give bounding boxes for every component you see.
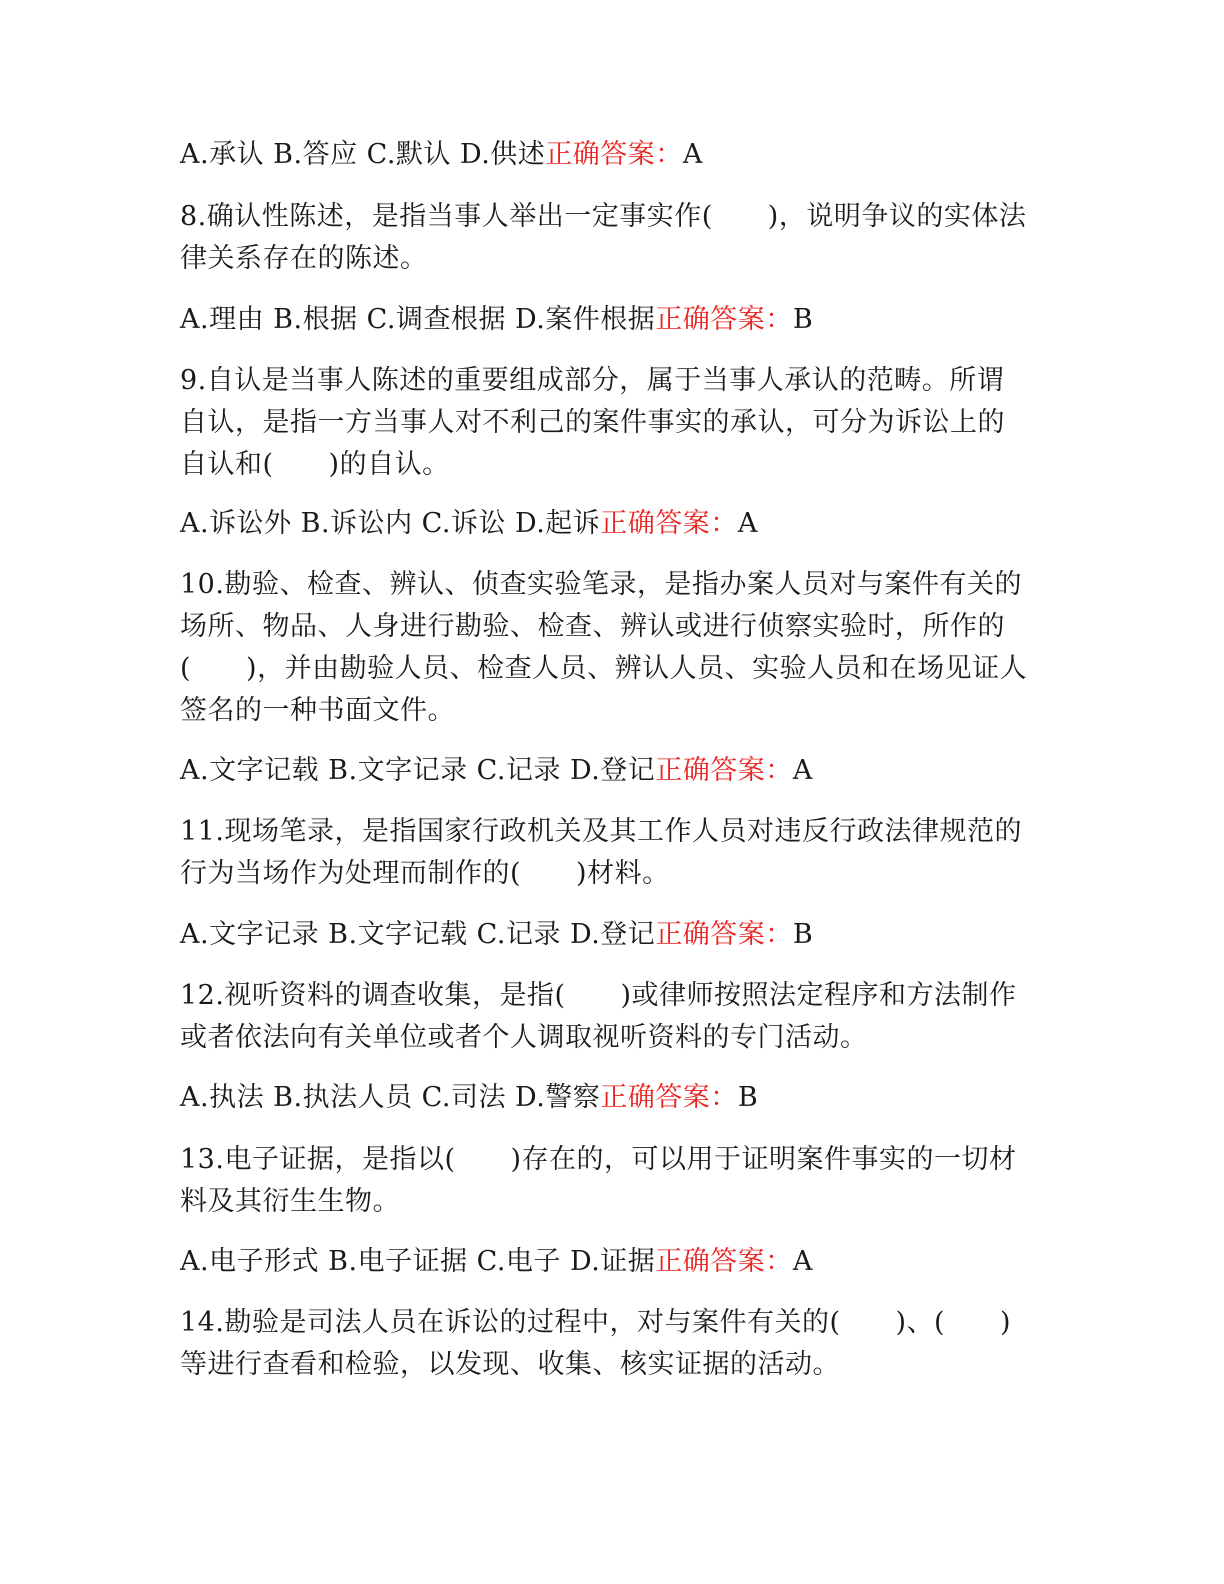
options-line (180, 750, 1030, 792)
answer-label: 正确答案： (655, 919, 793, 950)
question-text: 10.勘验、检查、辨认、侦查实验笔录，是指办案人员对与案件有关的场所、物品、人身进行勘验、检查、辨认或进行侦察实验时，所作的( )，并由勘验人员、检查人员、辨认人员、实验人员和在场见证人签名的一种书面文件。 (180, 569, 1028, 726)
answer-label: 正确答案： (600, 1082, 738, 1113)
answer-value: B (737, 1082, 759, 1113)
answer-value: A (792, 1246, 813, 1277)
answer-label: 正确答案： (655, 304, 793, 335)
options-text: A.诉讼外 B.诉讼内 C.诉讼 D.起诉 (180, 508, 601, 539)
question-text: 11.现场笔录，是指国家行政机关及其工作人员对违反行政法律规范的行为当场作为处理而制作的( )材料。 (180, 816, 1022, 889)
answer-value: A (792, 755, 813, 786)
question-text: 12.视听资料的调查收集，是指( )或律师按照法定程序和方法制作或者依法向有关单位或者个人调取视听资料的专门活动。 (180, 980, 1017, 1053)
options-line (180, 1077, 1030, 1119)
answer-label: 正确答案： (600, 508, 738, 539)
answer-value: B (792, 919, 814, 950)
options-text: A.文字记录 B.文字记载 C.记录 D.登记 (180, 919, 656, 950)
options-line (180, 914, 1030, 956)
answer-value: A (737, 508, 758, 539)
options-line (180, 1241, 1030, 1283)
answer-value: A (682, 139, 703, 170)
options-text: A.执法 B.执法人员 C.司法 D.警察 (180, 1082, 601, 1113)
question-text: 13.电子证据，是指以( )存在的，可以用于证明案件事实的一切材料及其衍生生物。 (180, 1144, 1017, 1217)
options-line (180, 503, 1030, 545)
options-text: A.文字记载 B.文字记录 C.记录 D.登记 (180, 755, 656, 786)
options-text: A.承认 B.答应 C.默认 D.供述 (180, 139, 546, 170)
answer-value: B (792, 304, 814, 335)
options-line (180, 299, 1030, 341)
options-text: A.理由 B.根据 C.调查根据 D.案件根据 (180, 304, 656, 335)
answer-label: 正确答案： (655, 1246, 793, 1277)
question-text: 14.勘验是司法人员在诉讼的过程中，对与案件有关的( )、( )等进行查看和检验，以发现、收集、核实证据的活动。 (180, 1307, 1012, 1380)
answer-label: 正确答案： (545, 139, 683, 170)
options-text: A.电子形式 B.电子证据 C.电子 D.证据 (180, 1246, 656, 1277)
answer-label: 正确答案： (655, 755, 793, 786)
question-text: 9.自认是当事人陈述的重要组成部分，属于当事人承认的范畴。所谓自认，是指一方当事人对不利己的案件事实的承认，可分为诉讼上的自认和( )的自认。 (180, 365, 1005, 480)
options-line (180, 134, 1030, 176)
question-text: 8.确认性陈述，是指当事人举出一定事实作( )，说明争议的实体法律关系存在的陈述。 (180, 201, 1027, 274)
